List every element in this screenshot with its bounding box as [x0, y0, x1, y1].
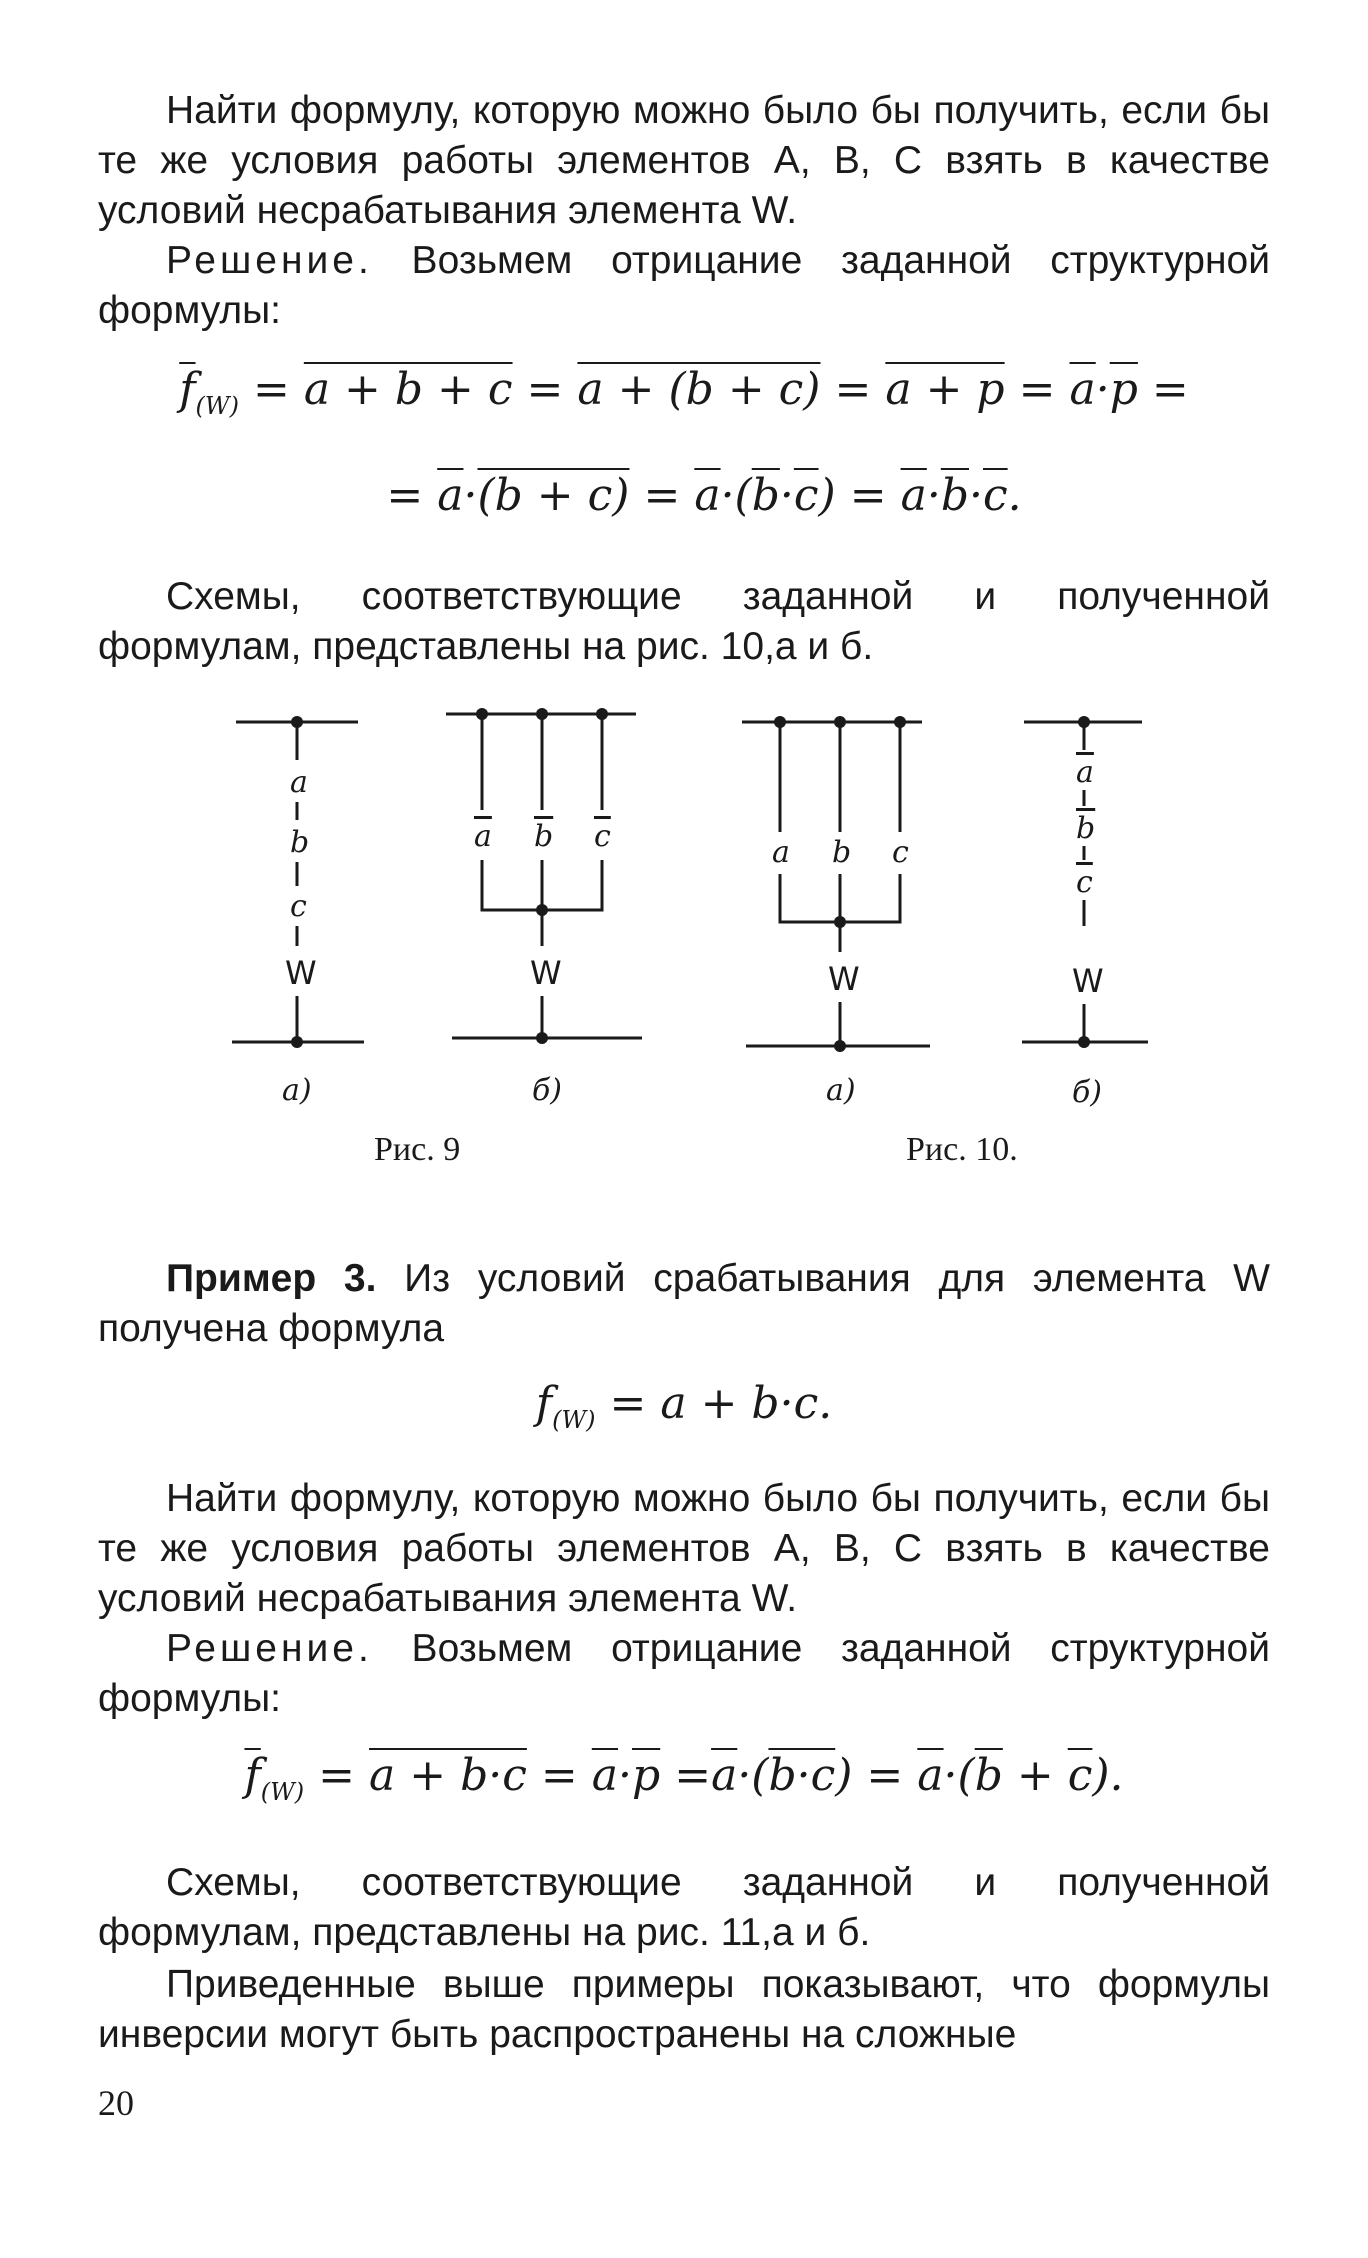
fig9b-label-w: W [530, 954, 562, 992]
fig9b-label-b: b [534, 819, 554, 854]
figures-9-10 [0, 690, 1368, 1190]
fig9a-label-w: W [285, 954, 317, 992]
solution-heading: Решение. [166, 239, 373, 282]
fig10a-diagram [742, 716, 930, 1052]
paragraph-solution-1 [98, 236, 1270, 336]
fig10b-label-a: a [1076, 755, 1094, 790]
formula-1-line-1: $\overline{f}_{(W)} = a + b + c = a + (b + c) = a + p = \overline{a}\cdot\overline{p}$ = [179, 364, 1189, 420]
fig9-title: Рис. 9 [374, 1131, 461, 1168]
fig9b-diagram [446, 708, 642, 1044]
fig10-title: Рис. 10. [906, 1131, 1018, 1168]
paragraph-task-2: Найти формулу, которую можно было бы получить, если бы те же условия работы элементов A, B, C взять в качестве условий несрабатывания элемента W. [98, 1477, 1270, 1620]
fig10b-diagram [1022, 716, 1148, 1048]
fig9b-caption: б) [532, 1073, 563, 1108]
fig9a-label-c: c [290, 889, 307, 924]
fig10a-label-w: W [828, 960, 860, 998]
fig9a-diagram [232, 716, 364, 1048]
fig10b-label-c: c [1076, 865, 1093, 900]
example-text: Из условий срабатывания для элемента W получена формула [98, 1257, 1270, 1350]
example-heading: Пример 3. [166, 1257, 377, 1300]
fig10a-label-c: c [892, 835, 909, 870]
fig10b-label-b: b [1076, 811, 1096, 846]
fig10a-caption: а) [826, 1073, 856, 1108]
fig10a-label-b: b [832, 835, 852, 870]
fig9a-label-a: a [290, 765, 308, 800]
paragraph-schemes-2: Схемы, соответствующие заданной и полученной формулам, представлены на рис. 11,а и б. [98, 1861, 1270, 1954]
page-number: 20 [98, 2083, 134, 2123]
fig9a-label-b: b [290, 825, 310, 860]
fig10b-label-w: W [1072, 962, 1104, 1000]
paragraph-solution-2 [98, 1624, 1270, 1724]
solution-2-text: Возьмем отрицание заданной структурной формулы: [98, 1627, 1270, 1720]
fig10b-caption: б) [1072, 1075, 1103, 1110]
paragraph-task-1: Найти формулу, которую можно было бы получить, если бы те же условия работы элементов A, B, C взять в качестве условий несрабатывания элемента W. [98, 89, 1270, 232]
fig9b-label-c: c [594, 819, 611, 854]
fig9a-caption: а) [282, 1073, 312, 1108]
fig9b-label-a: a [474, 819, 492, 854]
fig10a-label-a: a [772, 835, 790, 870]
paragraph-example-3 [98, 1254, 1270, 1354]
formula-2: $f_{(W)} = a + b\cdot c$. [535, 1378, 833, 1434]
solution-text: Возьмем отрицание заданной структурной формулы: [98, 239, 1270, 332]
paragraph-schemes-1: Схемы, соответствующие заданной и полученной формулам, представлены на рис. 10,а и б. [98, 575, 1270, 668]
paragraph-conclusion: Приведенные выше примеры показывают, что формулы инверсии могут быть распространены на сложные [98, 1963, 1270, 2056]
formula-3: $\overline{f}_{(W)} = a + b\cdot c = \overline{a}\cdot\overline{p} =\overline{a}\cdot(b\cdot c) = \overline{a}\cdot(\overline{b} + \overline{c})$. [244, 1750, 1124, 1806]
solution-2-heading: Решение. [166, 1627, 373, 1670]
formula-1-line-2: = $\overline{a}\cdot(b + c) = \overline{a}\cdot(\overline{b}\cdot\overline{c}) = \overline{a}\cdot\overline{b}\cdot\overline{c}$. [386, 470, 1022, 521]
